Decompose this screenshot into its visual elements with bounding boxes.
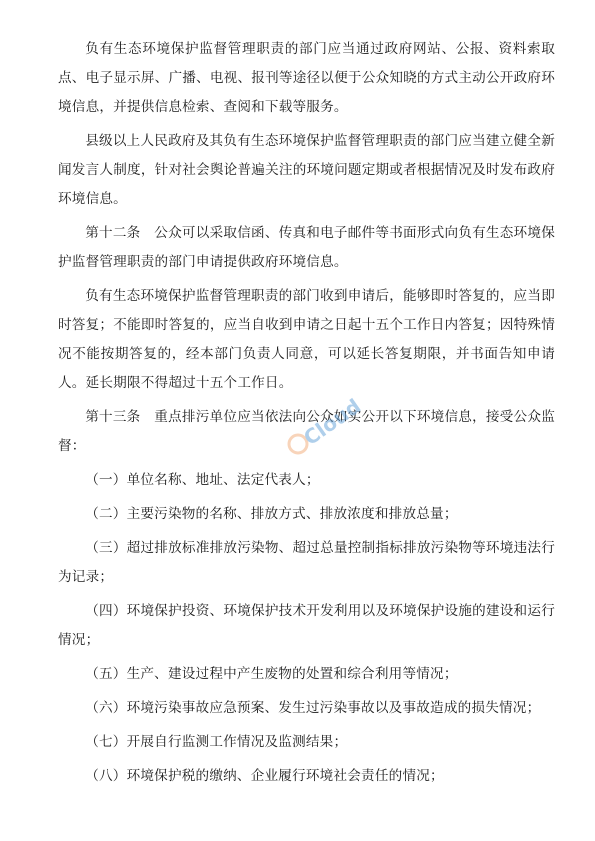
watermark-text: Cloud xyxy=(299,393,366,451)
list-item: （八）环境保护税的缴纳、企业履行环境社会责任的情况； xyxy=(85,768,444,784)
paragraph-spokesperson: 县级以上人民政府及其负有生态环境保护监督管理职责的部门应当建立健全新闻发言人制度，针对社会舆论普遍关注的环境问题定期或者根据情况及时发布政府环境信息。 xyxy=(58,133,555,207)
paragraph-article-12: 第十二条 公众可以采取信函、传真和电子邮件等书面形式向负有生态环境保护监督管理职责的部门申请提供政府环境信息。 xyxy=(58,225,555,270)
list-item: （七）开展自行监测工作情况及监测结果； xyxy=(85,734,348,750)
list-item: （三）超过排放标准排放污染物、超过总量控制指标排放污染物等环境违法行为记录； xyxy=(58,540,555,585)
list-item: （五）生产、建设过程中产生废物的处置和综合利用等情况； xyxy=(85,666,458,682)
list-item: （六）环境污染事故应急预案、发生过污染事故以及事故造成的损失情况； xyxy=(85,700,541,716)
paragraph-reply-deadline: 负有生态环境保护监督管理职责的部门收到申请后，能够即时答复的，应当即时答复；不能即时答复的，应当自收到申请之日起十五个工作日内答复；因特殊情况不能按期答复的，经本部门负责人同意，可以延长答复期限，并书面告知申请人。延长期限不得超过十五个工作日。 xyxy=(58,288,555,391)
paragraph-public-channels: 负有生态环境保护监督管理职责的部门应当通过政府网站、公报、资料索取点、电子显示屏、广播、电视、报刊等途径以便于公众知晓的方式主动公开政府环境信息，并提供信息检索、查阅和下载等服务。 xyxy=(58,41,555,115)
list-item: （四）环境保护投资、环境保护技术开发利用以及环境保护设施的建设和运行情况； xyxy=(58,603,555,648)
list-item: （一）单位名称、地址、法定代表人； xyxy=(85,472,320,488)
list-item: （二）主要污染物的名称、排放方式、排放浓度和排放总量； xyxy=(85,506,458,522)
paragraph-article-13: 第十三条 重点排污单位应当依法向公众如实公开以下环境信息，接受公众监督： xyxy=(58,409,555,454)
